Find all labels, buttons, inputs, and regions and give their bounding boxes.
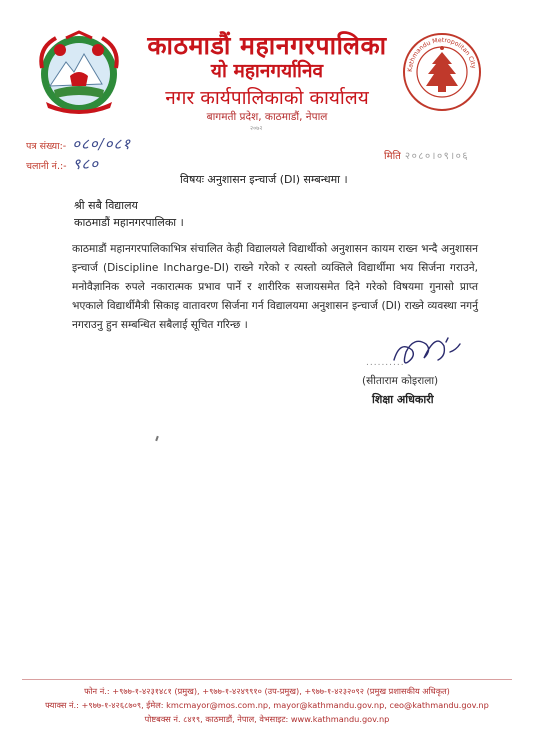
header-address: बागमती प्रदेश, काठमाडौं, नेपाल (206, 111, 328, 123)
letter-body: काठमाडौं महानगरपालिकाभित्र संचालित केही विद्यालयले विद्यार्थीको अनुशासन कायम राख्न भन्दै अनुशासन इन्चार्ज (Discipline Incharge-DI) राख्ने गरेको र त्यस्तो व्यक्तिले विद्यार्थीमा भय सिर्जना गराउने, मनोवैज्ञानिक रुपले नकारात्मक प्रभाव पार्ने र शारीरिक सजायसमेत दिने गरेको विषयमा गुनासो प्राप्त भएकाले विद्यार्थीमैत्री सिकाइ वातावरण सिर्जना गर्न विद्यालयमा अनुशासन इन्चार्ज (DI) राख्ने व्यवस्था नगर्नु नगराउनु हुन सम्बन्धित सबैलाई सूचित गरिन्छ । (72, 243, 478, 331)
signature-dots: .......... (366, 358, 405, 368)
signatory-name: (सीताराम कोइराला) (362, 375, 439, 387)
letter-number (26, 134, 131, 154)
date-value: २०८०।०९।०६ (404, 151, 470, 162)
header-main-title: काठमाडौं महानगरपालिका (147, 31, 387, 60)
dispatch-number (26, 154, 99, 174)
letter-date (384, 148, 469, 162)
header-office: नगर कार्यपालिकाको कार्यालय (165, 87, 369, 109)
header-motto: यो महानगर्यानिव (210, 60, 324, 82)
dispatch-number-value: ९८० (72, 155, 100, 173)
signatory-title: शिक्षा अधिकारी (372, 393, 434, 406)
letter-number-value: ०८०/०८१ (72, 135, 132, 153)
footer-phone: फोन नं.: +९७७-१-४२३१४८१ (प्रमुख), +९७७-१-४२४९९१० (उप-प्रमुख), +९७७-१-४२३२०९२ (प्रमुख प्रशासकीय अधिकृत) (84, 686, 450, 696)
footer-postbox-website: पोष्टबक्स नं. ८४१९, काठमाडौं, नेपाल, वेभसाइट: www.kathmandu.gov.np (144, 714, 390, 724)
nepal-coat-of-arms-emblem (36, 28, 122, 116)
footer-divider (22, 679, 512, 680)
addressee-line-1: श्री सबै विद्यालय (74, 199, 138, 212)
header-tiny-stamp: २०७२ (250, 125, 263, 132)
scan-speck (155, 436, 159, 441)
letter-subject: विषयः अनुशासन इन्चार्ज (DI) सम्बन्धमा । (180, 173, 348, 186)
letter-number-label: पत्र संख्या:- (26, 141, 67, 152)
seal-ring-text: Kathmandu Metropolitan City (406, 36, 477, 73)
kathmandu-metropolitan-seal-icon (402, 32, 482, 112)
date-label: मिति (384, 151, 401, 162)
addressee-line-2: काठमाडौं महानगरपालिका । (74, 216, 184, 229)
dispatch-number-label: चलानी नं.:- (26, 161, 67, 172)
footer-fax-email: फ्याक्स नं.: +९७७-१-४२६८७०९, ईमेल: kmcmayor@mos.com.np, mayor@kathmandu.gov.np, ceo@kathmandu.gov.np (45, 700, 489, 710)
